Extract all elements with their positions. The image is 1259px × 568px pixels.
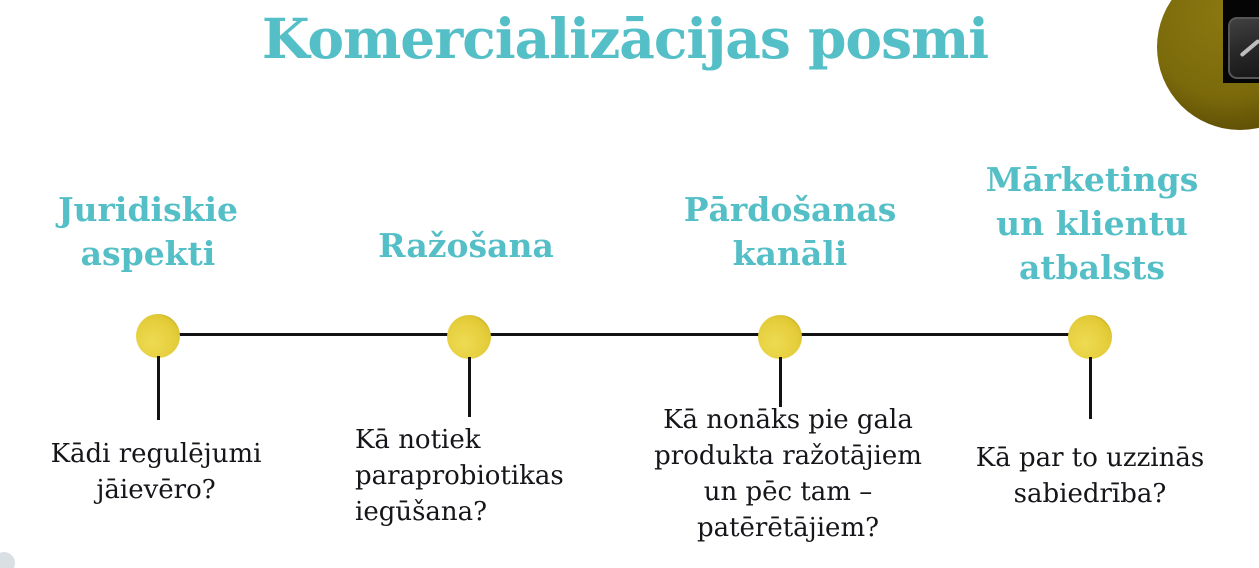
- timeline-dot-1: [136, 314, 180, 358]
- column-heading-marketings: Mārketings un klientu atbalsts: [985, 160, 1199, 287]
- question-marketings: Kā par to uzzinās sabiedrība?: [975, 443, 1205, 509]
- column-heading-razosana: Ražošana: [378, 226, 554, 265]
- question-juridiskie-aspekti: Kādi regulējumi jāievēro?: [50, 439, 262, 505]
- column-heading-juridiskie-aspekti: Juridiskie aspekti: [57, 190, 239, 273]
- timeline-line: [158, 333, 1090, 336]
- timeline-dot-2: [447, 315, 491, 359]
- timeline-stem-2: [468, 357, 471, 417]
- question-pardosanas-kanali: Kā nonāks pie gala produkta ražotājiem un pēc tam – patērētājiem?: [654, 405, 922, 543]
- column-heading-pardosanas-kanali: Pārdošanas kanāli: [683, 190, 897, 273]
- timeline-dot-3: [758, 315, 802, 359]
- question-razosana: Kā notiek paraprobiotikas iegūšana?: [355, 425, 564, 527]
- slide-title: Komercializācijas posmi: [261, 6, 989, 71]
- expand-button[interactable]: [1228, 17, 1259, 79]
- timeline-stem-1: [157, 356, 160, 420]
- arrow-up-right-icon: [1240, 39, 1259, 57]
- timeline-stem-4: [1089, 357, 1092, 419]
- timeline-dot-4: [1068, 315, 1112, 359]
- corner-artifact: [0, 552, 15, 568]
- timeline-stem-3: [779, 357, 782, 407]
